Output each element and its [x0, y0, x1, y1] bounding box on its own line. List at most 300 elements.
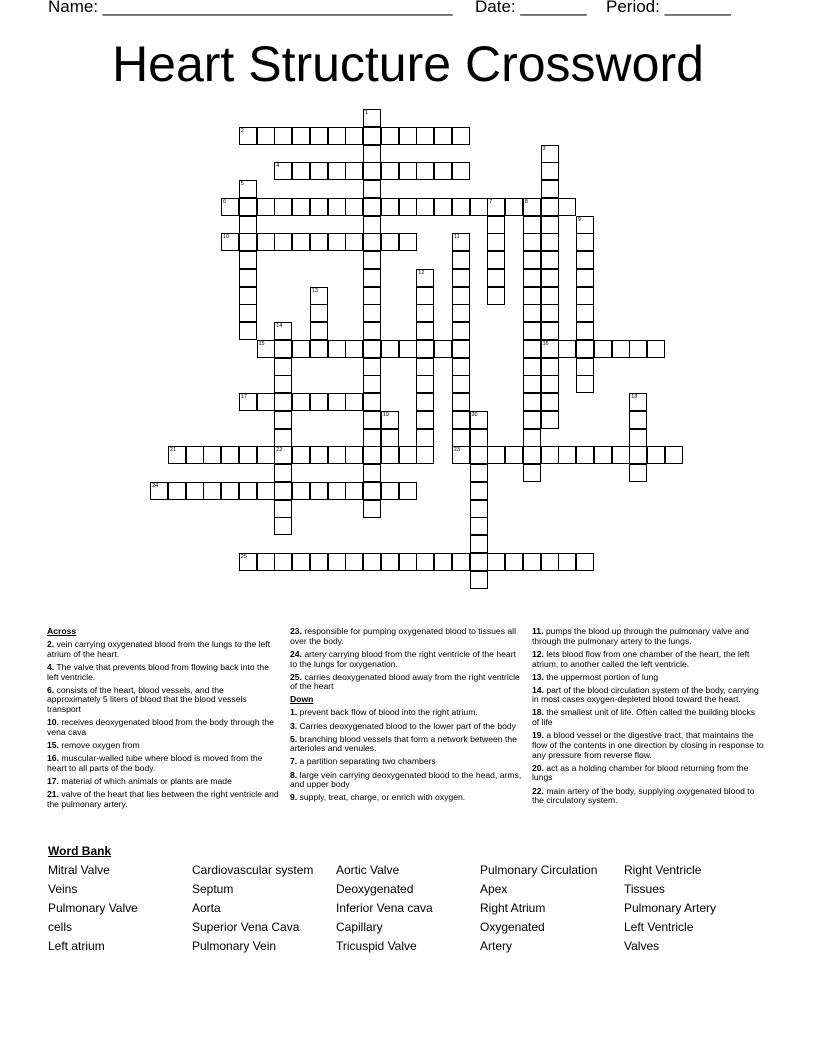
- crossword-cell[interactable]: [541, 322, 559, 340]
- crossword-cell[interactable]: [629, 446, 647, 464]
- crossword-cell[interactable]: [629, 411, 647, 429]
- crossword-cell[interactable]: [239, 393, 257, 411]
- crossword-cell[interactable]: [257, 127, 275, 145]
- crossword-cell[interactable]: [523, 304, 541, 322]
- crossword-cell[interactable]: [523, 216, 541, 234]
- crossword-cell[interactable]: [541, 180, 559, 198]
- crossword-cell[interactable]: [434, 553, 452, 571]
- crossword-cell[interactable]: [292, 482, 310, 500]
- crossword-cell[interactable]: [523, 464, 541, 482]
- crossword-cell[interactable]: [274, 162, 292, 180]
- crossword-cell[interactable]: [292, 162, 310, 180]
- across-clue: [47, 741, 279, 751]
- crossword-cell[interactable]: [292, 393, 310, 411]
- crossword-cell[interactable]: [239, 233, 257, 251]
- crossword-cell[interactable]: [399, 340, 417, 358]
- crossword-cell[interactable]: [328, 482, 346, 500]
- crossword-cell[interactable]: [576, 375, 594, 393]
- crossword-cell[interactable]: [345, 553, 363, 571]
- crossword-cell[interactable]: [416, 322, 434, 340]
- crossword-cell[interactable]: [594, 340, 612, 358]
- word-bank-item: Apex: [480, 882, 508, 896]
- crossword-cell[interactable]: [363, 464, 381, 482]
- crossword-cell[interactable]: [363, 304, 381, 322]
- crossword-cell[interactable]: [541, 162, 559, 180]
- crossword-cell[interactable]: [452, 198, 470, 216]
- crossword-cell[interactable]: [665, 446, 683, 464]
- crossword-cell[interactable]: [363, 340, 381, 358]
- crossword-cell[interactable]: [523, 340, 541, 358]
- crossword-cell[interactable]: [328, 127, 346, 145]
- crossword-cell[interactable]: [416, 375, 434, 393]
- crossword-cell[interactable]: [541, 393, 559, 411]
- crossword-cell[interactable]: [416, 553, 434, 571]
- crossword-cell[interactable]: [487, 446, 505, 464]
- clue-number: 18: [631, 394, 638, 400]
- crossword-cell[interactable]: [257, 340, 275, 358]
- crossword-cell[interactable]: [576, 340, 594, 358]
- crossword-cell[interactable]: [523, 411, 541, 429]
- crossword-cell[interactable]: [470, 482, 488, 500]
- down-heading: Down: [290, 694, 314, 705]
- clue-number: 16.: [47, 753, 59, 764]
- crossword-cell[interactable]: [523, 251, 541, 269]
- clue-number: 6.: [47, 684, 55, 695]
- crossword-cell[interactable]: [541, 375, 559, 393]
- crossword-cell[interactable]: [576, 322, 594, 340]
- crossword-cell[interactable]: [363, 251, 381, 269]
- crossword-cell[interactable]: [168, 446, 186, 464]
- crossword-cell[interactable]: [274, 464, 292, 482]
- crossword-cell[interactable]: [541, 553, 559, 571]
- crossword-cell[interactable]: [470, 535, 488, 553]
- crossword-cell[interactable]: [345, 340, 363, 358]
- crossword-cell[interactable]: [292, 233, 310, 251]
- crossword-cell[interactable]: [345, 446, 363, 464]
- clue-text: responsible for pumping oxygenated blood to tissues all over the body.: [290, 626, 516, 646]
- crossword-cell[interactable]: [399, 162, 417, 180]
- clue-text: lets blood flow from one chamber of the heart, the left atrium, to another called the left ventricle.: [532, 648, 750, 669]
- crossword-cell[interactable]: [487, 269, 505, 287]
- crossword-cell[interactable]: [292, 446, 310, 464]
- date-field[interactable]: Date: _______: [475, 0, 587, 16]
- crossword-cell[interactable]: [274, 446, 292, 464]
- crossword-cell[interactable]: [399, 553, 417, 571]
- crossword-cell[interactable]: [452, 251, 470, 269]
- crossword-cell[interactable]: [558, 446, 576, 464]
- crossword-cell[interactable]: [221, 446, 239, 464]
- crossword-cell[interactable]: [399, 446, 417, 464]
- crossword-cell[interactable]: [239, 446, 257, 464]
- crossword-cell[interactable]: [381, 340, 399, 358]
- crossword-cell[interactable]: [257, 233, 275, 251]
- crossword-cell[interactable]: [416, 162, 434, 180]
- crossword-cell[interactable]: [239, 180, 257, 198]
- clue-number: 25: [240, 553, 247, 560]
- crossword-cell[interactable]: [274, 340, 292, 358]
- crossword-cell[interactable]: [470, 571, 488, 589]
- crossword-cell[interactable]: [274, 358, 292, 376]
- crossword-cell[interactable]: [612, 446, 630, 464]
- crossword-cell[interactable]: [381, 233, 399, 251]
- crossword-cell[interactable]: [541, 340, 559, 358]
- crossword-cell[interactable]: [576, 216, 594, 234]
- crossword-cell[interactable]: [541, 198, 559, 216]
- crossword-cell[interactable]: [381, 553, 399, 571]
- word-bank-item: Artery: [480, 939, 513, 953]
- crossword-cell[interactable]: [239, 304, 257, 322]
- crossword-cell[interactable]: [629, 464, 647, 482]
- crossword-cell[interactable]: [452, 411, 470, 429]
- crossword-cell[interactable]: [274, 553, 292, 571]
- crossword-cell[interactable]: [434, 127, 452, 145]
- crossword-cell[interactable]: [576, 251, 594, 269]
- crossword-cell[interactable]: [310, 162, 328, 180]
- word-bank-column: [336, 862, 478, 957]
- crossword-cell[interactable]: [292, 340, 310, 358]
- crossword-cell[interactable]: [239, 269, 257, 287]
- crossword-cell[interactable]: [274, 127, 292, 145]
- crossword-cell[interactable]: [541, 251, 559, 269]
- crossword-cell[interactable]: [416, 393, 434, 411]
- crossword-cell[interactable]: [292, 198, 310, 216]
- down-clue: [532, 673, 764, 683]
- crossword-cell[interactable]: [416, 340, 434, 358]
- crossword-cell[interactable]: [310, 340, 328, 358]
- clue-number: 24: [152, 482, 159, 489]
- crossword-cell[interactable]: [310, 482, 328, 500]
- crossword-cell[interactable]: [310, 304, 328, 322]
- crossword-cell[interactable]: [274, 517, 292, 535]
- crossword-cell[interactable]: [523, 198, 541, 216]
- down-clue: [290, 722, 522, 732]
- word-bank-item: Tissues: [624, 882, 665, 896]
- crossword-cell[interactable]: [363, 482, 381, 500]
- clue-number: 14: [276, 323, 283, 329]
- crossword-cell[interactable]: [629, 429, 647, 447]
- down-clue: [532, 627, 764, 646]
- crossword-cell[interactable]: [470, 500, 488, 518]
- crossword-cell[interactable]: [416, 127, 434, 145]
- clue-number: 13: [311, 287, 318, 294]
- crossword-cell[interactable]: [452, 446, 470, 464]
- crossword-cell[interactable]: [470, 411, 488, 429]
- clue-number: 20: [471, 411, 478, 418]
- crossword-cell[interactable]: [523, 287, 541, 305]
- crossword-cell[interactable]: [310, 553, 328, 571]
- crossword-cell[interactable]: [629, 393, 647, 411]
- crossword-cell[interactable]: [274, 322, 292, 340]
- crossword-cell[interactable]: [381, 482, 399, 500]
- crossword-cell[interactable]: [612, 340, 630, 358]
- crossword-cell[interactable]: [168, 482, 186, 500]
- crossword-cell[interactable]: [363, 429, 381, 447]
- crossword-cell[interactable]: [505, 553, 523, 571]
- crossword-cell[interactable]: [399, 198, 417, 216]
- crossword-cell[interactable]: [523, 269, 541, 287]
- across-clue: [290, 673, 522, 692]
- crossword-cell[interactable]: [310, 127, 328, 145]
- crossword-cell[interactable]: [381, 411, 399, 429]
- crossword-cell[interactable]: [399, 233, 417, 251]
- crossword-cell[interactable]: [576, 446, 594, 464]
- crossword-cell[interactable]: [257, 446, 275, 464]
- crossword-cell[interactable]: [523, 446, 541, 464]
- crossword-cell[interactable]: [523, 553, 541, 571]
- crossword-cell[interactable]: [541, 358, 559, 376]
- word-bank-item: Pulmonary Circulation: [480, 863, 598, 877]
- down-clue: [290, 757, 522, 767]
- crossword-cell[interactable]: [363, 553, 381, 571]
- crossword-cell[interactable]: [487, 198, 505, 216]
- crossword-cell[interactable]: [523, 322, 541, 340]
- crossword-cell[interactable]: [629, 340, 647, 358]
- crossword-cell[interactable]: [328, 446, 346, 464]
- clue-number: 10.: [47, 717, 59, 728]
- crossword-cell[interactable]: [452, 393, 470, 411]
- crossword-cell[interactable]: [310, 198, 328, 216]
- crossword-cell[interactable]: [541, 287, 559, 305]
- crossword-cell[interactable]: [541, 233, 559, 251]
- crossword-cell[interactable]: [558, 340, 576, 358]
- crossword-cell[interactable]: [274, 393, 292, 411]
- clue-number: 23: [453, 447, 460, 454]
- crossword-cell[interactable]: [328, 233, 346, 251]
- crossword-cell[interactable]: [487, 553, 505, 571]
- crossword-cell[interactable]: [434, 162, 452, 180]
- crossword-cell[interactable]: [647, 340, 665, 358]
- crossword-cell[interactable]: [523, 233, 541, 251]
- crossword-cell[interactable]: [363, 411, 381, 429]
- crossword-cell[interactable]: [452, 304, 470, 322]
- clue-number: 11: [453, 234, 460, 241]
- period-field[interactable]: Period: _______: [606, 0, 731, 16]
- crossword-cell[interactable]: [239, 216, 257, 234]
- crossword-cell[interactable]: [363, 287, 381, 305]
- crossword-cell[interactable]: [363, 216, 381, 234]
- crossword-cell[interactable]: [576, 358, 594, 376]
- crossword-cell[interactable]: [363, 233, 381, 251]
- crossword-cell[interactable]: [558, 553, 576, 571]
- crossword-cell[interactable]: [221, 233, 239, 251]
- crossword-cell[interactable]: [399, 482, 417, 500]
- crossword-cell[interactable]: [345, 393, 363, 411]
- crossword-cell[interactable]: [452, 553, 470, 571]
- crossword-cell[interactable]: [576, 233, 594, 251]
- crossword-cell[interactable]: [576, 553, 594, 571]
- crossword-cell[interactable]: [274, 482, 292, 500]
- crossword-cell[interactable]: [363, 375, 381, 393]
- crossword-cell[interactable]: [292, 127, 310, 145]
- crossword-cell[interactable]: [416, 198, 434, 216]
- crossword-cell[interactable]: [470, 517, 488, 535]
- crossword-cell[interactable]: [416, 446, 434, 464]
- crossword-cell[interactable]: [452, 269, 470, 287]
- crossword-cell[interactable]: [381, 446, 399, 464]
- crossword-cell[interactable]: [239, 322, 257, 340]
- crossword-cell[interactable]: [576, 304, 594, 322]
- crossword-cell[interactable]: [452, 358, 470, 376]
- crossword-cell[interactable]: [541, 269, 559, 287]
- crossword-cell[interactable]: [541, 145, 559, 163]
- crossword-cell[interactable]: [310, 322, 328, 340]
- crossword-cell[interactable]: [363, 127, 381, 145]
- crossword-cell[interactable]: [363, 162, 381, 180]
- crossword-cell[interactable]: [257, 198, 275, 216]
- crossword-cell[interactable]: [363, 198, 381, 216]
- crossword-cell[interactable]: [452, 429, 470, 447]
- crossword-cell[interactable]: [274, 411, 292, 429]
- crossword-cell[interactable]: [328, 393, 346, 411]
- crossword-cell[interactable]: [381, 198, 399, 216]
- crossword-cell[interactable]: [203, 446, 221, 464]
- crossword-cell[interactable]: [576, 269, 594, 287]
- clue-text: receives deoxygenated blood from the body through the vena cava: [47, 717, 274, 737]
- crossword-cell[interactable]: [363, 322, 381, 340]
- crossword-cell[interactable]: [594, 446, 612, 464]
- crossword-cell[interactable]: [239, 553, 257, 571]
- crossword-cell[interactable]: [647, 446, 665, 464]
- clue-number: 10: [223, 234, 230, 241]
- crossword-cell[interactable]: [452, 287, 470, 305]
- crossword-cell[interactable]: [505, 198, 523, 216]
- crossword-cell[interactable]: [274, 198, 292, 216]
- crossword-cell[interactable]: [416, 269, 434, 287]
- crossword-cell[interactable]: [381, 429, 399, 447]
- crossword-cell[interactable]: [452, 233, 470, 251]
- crossword-cell[interactable]: [416, 429, 434, 447]
- crossword-cell[interactable]: [345, 482, 363, 500]
- crossword-cell[interactable]: [470, 429, 488, 447]
- crossword-cell[interactable]: [541, 216, 559, 234]
- clue-text: branching blood vessels that form a network between the arterioles and venules.: [290, 733, 517, 754]
- clue-number: 22: [276, 447, 283, 454]
- clue-text: the uppermost portion of lung: [543, 671, 659, 682]
- crossword-cell[interactable]: [452, 322, 470, 340]
- crossword-cell[interactable]: [239, 127, 257, 145]
- crossword-cell[interactable]: [310, 393, 328, 411]
- crossword-cell[interactable]: [239, 198, 257, 216]
- crossword-cell[interactable]: [310, 287, 328, 305]
- crossword-cell[interactable]: [363, 358, 381, 376]
- crossword-cell[interactable]: [328, 162, 346, 180]
- crossword-cell[interactable]: [523, 375, 541, 393]
- crossword-cell[interactable]: [345, 162, 363, 180]
- crossword-cell[interactable]: [576, 287, 594, 305]
- crossword-cell[interactable]: [239, 251, 257, 269]
- clue-number: 7.: [290, 756, 298, 767]
- crossword-cell[interactable]: [257, 393, 275, 411]
- crossword-cell[interactable]: [399, 127, 417, 145]
- crossword-cell[interactable]: [274, 375, 292, 393]
- crossword-cell[interactable]: [363, 446, 381, 464]
- crossword-cell[interactable]: [452, 340, 470, 358]
- crossword-cell[interactable]: [434, 340, 452, 358]
- clue-number: 7: [489, 198, 493, 205]
- crossword-cell[interactable]: [345, 127, 363, 145]
- crossword-cell[interactable]: [363, 500, 381, 518]
- clue-number: 3: [542, 145, 546, 152]
- crossword-cell[interactable]: [150, 482, 168, 500]
- down-clue: [290, 793, 522, 803]
- crossword-cell[interactable]: [487, 233, 505, 251]
- crossword-cell[interactable]: [416, 411, 434, 429]
- crossword-cell[interactable]: [381, 127, 399, 145]
- crossword-cell[interactable]: [452, 127, 470, 145]
- crossword-cell[interactable]: [470, 553, 488, 571]
- crossword-cell[interactable]: [363, 269, 381, 287]
- crossword-cell[interactable]: [363, 109, 381, 127]
- crossword-cell[interactable]: [523, 393, 541, 411]
- crossword-cell[interactable]: [310, 446, 328, 464]
- crossword-cell[interactable]: [416, 287, 434, 305]
- crossword-cell[interactable]: [257, 482, 275, 500]
- crossword-cell[interactable]: [505, 446, 523, 464]
- crossword-cell[interactable]: [274, 429, 292, 447]
- clue-text: The valve that prevents blood from flowing back into the left ventricle.: [47, 661, 269, 682]
- crossword-cell[interactable]: [239, 287, 257, 305]
- crossword-cell[interactable]: [186, 482, 204, 500]
- crossword-cell[interactable]: [558, 198, 576, 216]
- clue-number: 15.: [47, 739, 59, 750]
- crossword-cell[interactable]: [416, 304, 434, 322]
- crossword-cell[interactable]: [186, 446, 204, 464]
- crossword-cell[interactable]: [541, 446, 559, 464]
- crossword-cell[interactable]: [221, 482, 239, 500]
- crossword-cell[interactable]: [310, 233, 328, 251]
- crossword-cell[interactable]: [487, 287, 505, 305]
- crossword-cell[interactable]: [274, 500, 292, 518]
- crossword-cell[interactable]: [487, 251, 505, 269]
- clue-text: material of which animals or plants are made: [58, 775, 232, 786]
- crossword-cell[interactable]: [239, 482, 257, 500]
- crossword-cell[interactable]: [523, 429, 541, 447]
- crossword-cell[interactable]: [363, 145, 381, 163]
- crossword-cell[interactable]: [203, 482, 221, 500]
- clue-number: 3.: [290, 720, 298, 731]
- name-field[interactable]: Name: _____________________________________: [48, 0, 453, 16]
- crossword-cell[interactable]: [541, 411, 559, 429]
- crossword-cell[interactable]: [363, 180, 381, 198]
- crossword-cell[interactable]: [470, 446, 488, 464]
- crossword-cell[interactable]: [328, 553, 346, 571]
- crossword-cell[interactable]: [221, 198, 239, 216]
- clue-number: 2.: [47, 639, 55, 650]
- clue-text: vein carrying oxygenated blood from the lungs to the left atrium of the heart.: [47, 639, 271, 659]
- crossword-cell[interactable]: [363, 393, 381, 411]
- crossword-cell[interactable]: [345, 198, 363, 216]
- crossword-cell[interactable]: [328, 340, 346, 358]
- crossword-cell[interactable]: [523, 358, 541, 376]
- crossword-cell[interactable]: [541, 304, 559, 322]
- crossword-cell[interactable]: [470, 198, 488, 216]
- crossword-cell[interactable]: [434, 198, 452, 216]
- clue-number: 12.: [532, 648, 544, 659]
- crossword-cell[interactable]: [345, 233, 363, 251]
- crossword-cell[interactable]: [292, 553, 310, 571]
- crossword-cell[interactable]: [452, 375, 470, 393]
- crossword-cell[interactable]: [274, 233, 292, 251]
- crossword-cell[interactable]: [487, 216, 505, 234]
- crossword-cell[interactable]: [416, 358, 434, 376]
- across-clue: [47, 777, 279, 787]
- crossword-cell[interactable]: [381, 162, 399, 180]
- crossword-cell[interactable]: [470, 464, 488, 482]
- crossword-cell[interactable]: [452, 162, 470, 180]
- clue-number: 1.: [290, 707, 298, 718]
- crossword-cell[interactable]: [257, 553, 275, 571]
- crossword-cell[interactable]: [328, 198, 346, 216]
